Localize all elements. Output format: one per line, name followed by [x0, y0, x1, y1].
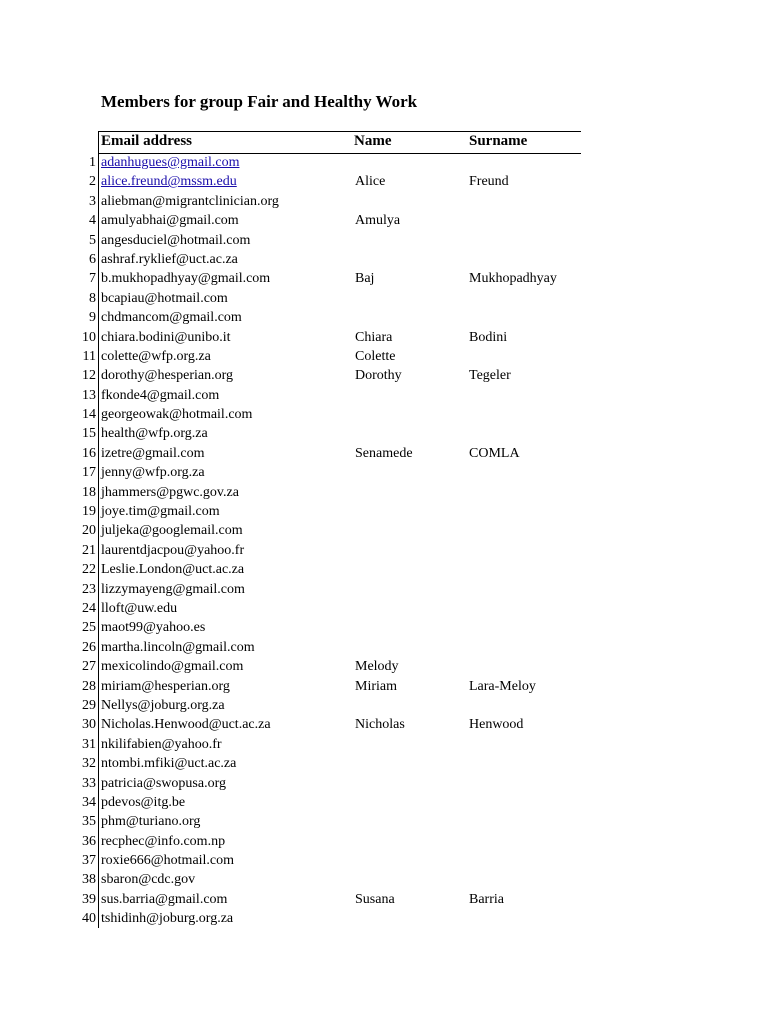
table-row — [0, 715, 768, 734]
surname-cell: Freund — [469, 174, 509, 190]
surname-cell: Bodini — [469, 329, 508, 345]
table-row — [0, 424, 768, 443]
email-cell: georgeowak@hotmail.com — [101, 407, 253, 423]
table-row — [0, 541, 768, 560]
row-number: 26 — [82, 639, 96, 655]
column-header-email: Email address — [101, 133, 192, 149]
table-row — [0, 851, 768, 870]
email-cell: juljeka@googlemail.com — [101, 523, 243, 539]
table-row — [0, 754, 768, 773]
row-number: 22 — [82, 562, 96, 578]
row-number: 23 — [82, 581, 96, 597]
row-number: 24 — [82, 600, 96, 616]
name-cell: Chiara — [355, 329, 393, 345]
surname-cell: Barria — [469, 891, 504, 907]
row-number: 27 — [82, 659, 96, 675]
column-header-name: Name — [354, 133, 392, 149]
row-number: 39 — [82, 891, 96, 907]
email-cell: recphec@info.com.np — [101, 833, 226, 849]
email-cell: ashraf.ryklief@uct.ac.za — [101, 251, 238, 267]
name-cell: Baj — [355, 271, 375, 287]
name-cell: Amulya — [355, 213, 401, 229]
email-cell: chiara.bodini@unibo.it — [101, 329, 231, 345]
row-number: 25 — [82, 620, 96, 636]
surname-cell: Lara-Meloy — [469, 678, 536, 694]
row-number: 31 — [82, 736, 96, 752]
email-cell: aliebman@migrantclinician.org — [101, 193, 279, 209]
table-row — [0, 483, 768, 502]
row-number: 34 — [82, 794, 96, 810]
table-row — [0, 269, 768, 288]
row-number: 15 — [82, 426, 96, 442]
email-cell: pdevos@itg.be — [101, 794, 186, 810]
email-cell: mexicolindo@gmail.com — [101, 659, 244, 675]
surname-cell: Mukhopadhyay — [469, 271, 557, 287]
email-cell: sbaron@cdc.gov — [101, 872, 196, 888]
table-row — [0, 696, 768, 715]
table-row — [0, 347, 768, 366]
row-number: 36 — [82, 833, 96, 849]
row-number: 38 — [82, 872, 96, 888]
email-cell: jhammers@pgwc.gov.za — [101, 484, 239, 500]
row-number: 16 — [82, 445, 96, 461]
email-cell: bcapiau@hotmail.com — [101, 290, 228, 306]
document-title: Members for group Fair and Healthy Work — [101, 92, 418, 111]
table-row — [0, 909, 768, 928]
table-row — [0, 289, 768, 308]
row-number: 9 — [89, 310, 96, 326]
table-row — [0, 677, 768, 696]
email-cell: jenny@wfp.org.za — [101, 465, 205, 481]
email-cell: miriam@hesperian.org — [101, 678, 230, 694]
email-link[interactable]: alice.freund@mssm.edu — [101, 174, 237, 190]
email-cell: lizzymayeng@gmail.com — [101, 581, 245, 597]
name-cell: Melody — [355, 659, 399, 675]
name-cell: Nicholas — [355, 717, 405, 733]
row-number: 21 — [82, 542, 96, 558]
name-cell: Miriam — [355, 678, 397, 694]
email-cell: lloft@uw.edu — [101, 600, 178, 616]
table-row — [0, 192, 768, 211]
row-number: 33 — [82, 775, 96, 791]
email-link[interactable]: adanhugues@gmail.com — [101, 155, 240, 170]
table-row — [0, 172, 768, 191]
row-number: 10 — [82, 329, 96, 345]
email-cell: patricia@swopusa.org — [101, 775, 226, 791]
email-cell: laurentdjacpou@yahoo.fr — [101, 542, 245, 558]
name-cell: Senamede — [355, 445, 413, 461]
row-number: 1 — [89, 155, 96, 170]
name-cell: Dorothy — [355, 368, 402, 384]
email-cell: roxie666@hotmail.com — [101, 853, 235, 869]
email-cell: colette@wfp.org.za — [101, 348, 211, 364]
table-row — [0, 560, 768, 579]
table-header — [98, 131, 581, 154]
row-number: 35 — [82, 814, 96, 830]
table-row — [0, 405, 768, 424]
row-number: 4 — [89, 213, 96, 229]
email-cell: phm@turiano.org — [101, 814, 201, 830]
row-number: 5 — [89, 232, 96, 248]
email-cell: ntombi.mfiki@uct.ac.za — [101, 756, 237, 772]
row-number: 2 — [89, 174, 96, 190]
row-number: 37 — [82, 853, 96, 869]
row-number: 17 — [82, 465, 96, 481]
row-number: 12 — [82, 368, 96, 384]
row-number: 7 — [89, 271, 96, 287]
row-number: 11 — [82, 348, 96, 364]
table-row — [0, 153, 768, 172]
table-row — [0, 870, 768, 889]
email-cell: joye.tim@gmail.com — [101, 504, 220, 520]
table-row — [0, 250, 768, 269]
table-row — [0, 890, 768, 909]
table-row — [0, 793, 768, 812]
table-row — [0, 502, 768, 521]
table-row — [0, 308, 768, 327]
table-row — [0, 735, 768, 754]
table-row — [0, 328, 768, 347]
row-number: 32 — [82, 756, 96, 772]
table-row — [0, 599, 768, 618]
table-row — [0, 812, 768, 831]
email-cell: chdmancom@gmail.com — [101, 310, 242, 326]
table-row — [0, 366, 768, 385]
row-number: 14 — [82, 407, 96, 423]
email-cell: angesduciel@hotmail.com — [101, 232, 251, 248]
email-cell: sus.barria@gmail.com — [101, 891, 228, 907]
row-number: 20 — [82, 523, 96, 539]
table-row — [0, 832, 768, 851]
email-cell: martha.lincoln@gmail.com — [101, 639, 255, 655]
email-cell: health@wfp.org.za — [101, 426, 208, 442]
surname-cell: Tegeler — [469, 368, 511, 384]
name-cell: Colette — [355, 348, 396, 364]
table-row — [0, 657, 768, 676]
row-number: 40 — [82, 911, 96, 927]
row-number: 30 — [82, 717, 96, 733]
table-row — [0, 521, 768, 540]
row-number: 29 — [82, 697, 96, 713]
row-number: 28 — [82, 678, 96, 694]
table-row — [0, 211, 768, 230]
email-cell: nkilifabien@yahoo.fr — [101, 736, 222, 752]
row-number: 8 — [89, 290, 96, 306]
email-cell: b.mukhopadhyay@gmail.com — [101, 271, 271, 287]
table-row — [0, 463, 768, 482]
row-number: 19 — [82, 504, 96, 520]
email-cell: tshidinh@joburg.org.za — [101, 911, 234, 927]
name-cell: Susana — [355, 891, 395, 907]
table-row — [0, 774, 768, 793]
email-cell: fkonde4@gmail.com — [101, 387, 220, 403]
surname-cell: Henwood — [469, 717, 524, 733]
column-header-surname: Surname — [469, 133, 528, 149]
email-cell: amulyabhai@gmail.com — [101, 213, 239, 229]
table-row — [0, 618, 768, 637]
surname-cell: COMLA — [469, 445, 520, 461]
table-row — [0, 638, 768, 657]
row-number: 18 — [82, 484, 96, 500]
email-cell: izetre@gmail.com — [101, 445, 205, 461]
row-number: 6 — [89, 251, 96, 267]
email-cell: Nellys@joburg.org.za — [101, 697, 225, 713]
email-cell: Leslie.London@uct.ac.za — [101, 562, 245, 578]
row-number: 3 — [89, 193, 96, 209]
name-cell: Alice — [355, 174, 386, 190]
email-cell: dorothy@hesperian.org — [101, 368, 233, 384]
table-row — [0, 231, 768, 250]
email-cell: maot99@yahoo.es — [101, 620, 206, 636]
table-row — [0, 386, 768, 405]
table-row — [0, 444, 768, 463]
row-number: 13 — [82, 387, 96, 403]
table-row — [0, 580, 768, 599]
email-cell: Nicholas.Henwood@uct.ac.za — [101, 717, 271, 733]
table-body — [0, 153, 768, 929]
